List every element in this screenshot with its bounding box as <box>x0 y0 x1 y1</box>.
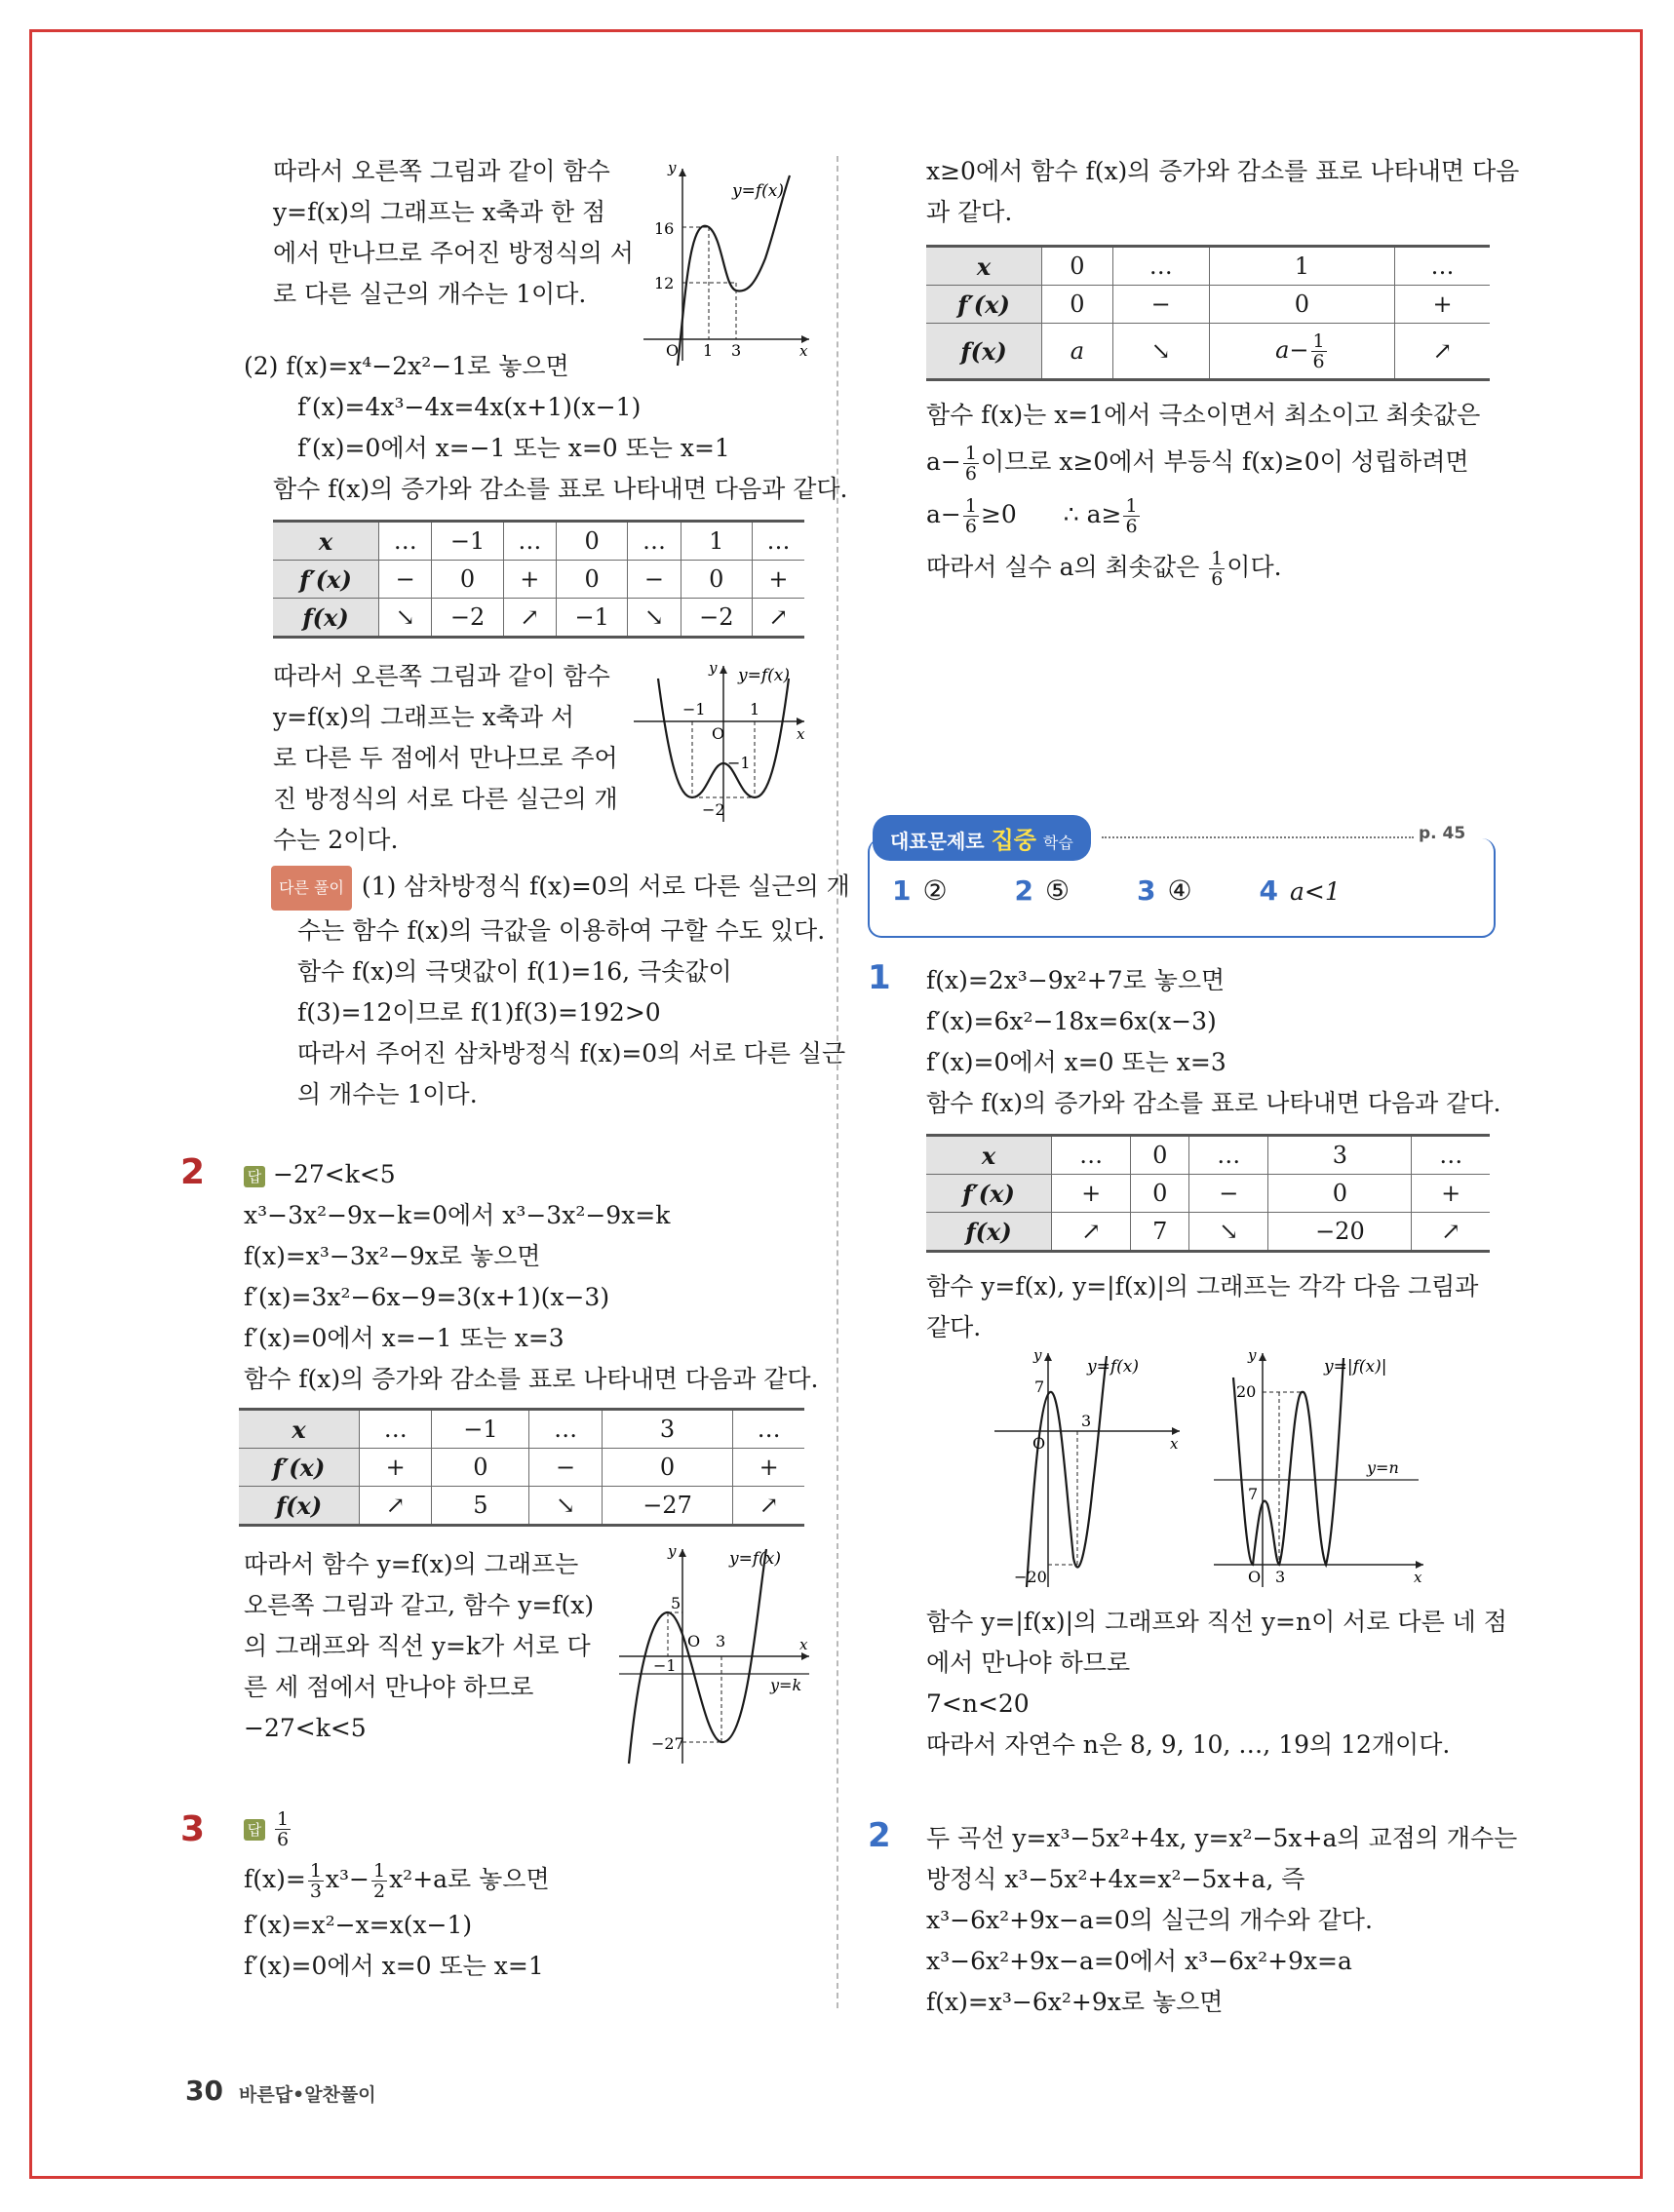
tick-label: 3 <box>1275 1568 1286 1586</box>
answer-list <box>892 874 1399 907</box>
table-cell: f(x) <box>926 1213 1052 1252</box>
answer-summary-title <box>873 815 1091 861</box>
graph-f <box>990 1348 1185 1592</box>
axis-label-y: y <box>668 161 677 176</box>
table-cell: + <box>752 561 804 599</box>
table-cell: 0 <box>1268 1175 1412 1213</box>
table-cell: + <box>1395 286 1490 324</box>
curve-label: y=|f(x)| <box>1324 1357 1387 1377</box>
graph-pair <box>868 1348 1492 1602</box>
answer-value: a<1 <box>1289 877 1341 906</box>
table-cell: x <box>926 1136 1052 1175</box>
tick-label: 5 <box>671 1594 681 1612</box>
fraction <box>308 1861 324 1901</box>
answer-number: 2 <box>1014 874 1033 907</box>
table-cell: −27 <box>602 1487 732 1526</box>
text-line: f(x)=x³−3x²−9x로 놓으면 <box>244 1242 541 1270</box>
text-line: 7<n<20 <box>926 1689 1030 1718</box>
text-line: f′(x)=0에서 x=−1 또는 x=0 또는 x=1 <box>297 434 730 462</box>
tick-label: 7 <box>1248 1485 1259 1503</box>
table-cell <box>1209 324 1394 380</box>
dotted-leader <box>1102 836 1414 838</box>
footer-title: 바른답•알찬풀이 <box>239 2084 376 2106</box>
text-line: −27<k<5 <box>244 1714 367 1742</box>
text-line: f′(x)=6x²−18x=6x(x−3) <box>926 1007 1217 1035</box>
axis-label-x: x <box>799 342 808 360</box>
text-line: 따라서 오른쪽 그림과 같이 함수 <box>273 157 610 185</box>
table-cell: 0 <box>1131 1175 1189 1213</box>
left-column <box>180 151 850 1987</box>
text-line: (1) 삼차방정식 f(x)=0의 서로 다른 실근의 개 <box>361 872 850 901</box>
table-cell: 3 <box>602 1410 732 1449</box>
graph-cubic-2 <box>614 1544 814 1768</box>
text-line: 의 그래프와 직선 y=k가 서로 다 <box>244 1632 591 1660</box>
table-cell: 0 <box>1042 286 1113 324</box>
table-cell: −20 <box>1268 1213 1412 1252</box>
text-line: 함수 f(x)는 x=1에서 극소이면서 최소이고 최솟값은 <box>926 401 1481 429</box>
increase-decrease-table-4 <box>926 1134 1490 1253</box>
text-part: x²+a로 놓으면 <box>389 1865 550 1893</box>
alt-solution-badge: 다른 풀이 <box>271 866 352 911</box>
text-line: 따라서 함수 y=f(x)의 그래프는 <box>244 1550 579 1578</box>
table-cell: f′(x) <box>239 1449 360 1487</box>
table-cell: … <box>733 1410 804 1449</box>
tick-label: −27 <box>651 1734 684 1753</box>
tick-label: −1 <box>653 1656 677 1675</box>
table-cell: 1 <box>1209 247 1394 286</box>
table-cell: f(x) <box>926 324 1042 380</box>
text-line: 수는 함수 f(x)의 극값을 이용하여 구할 수도 있다. <box>297 916 826 945</box>
answer-value: ② <box>922 874 948 907</box>
tick-label: 1 <box>750 700 760 718</box>
increase-decrease-table-3 <box>926 245 1490 381</box>
formula-line <box>868 488 1492 541</box>
text-line: f(x)=x³−6x²+9x로 놓으면 <box>926 1988 1224 2016</box>
increase-decrease-table-2 <box>239 1408 804 1527</box>
table-cell: − <box>1112 286 1209 324</box>
table-cell: + <box>360 1449 432 1487</box>
numerator: 1 <box>1125 495 1138 517</box>
numerator: 1 <box>1312 330 1325 352</box>
graph-abs-f <box>1209 1348 1428 1592</box>
table-cell: 0 <box>681 561 752 599</box>
text-line: (2) f(x)=x⁴−2x²−1로 놓으면 <box>244 352 569 380</box>
curve-label: y=f(x) <box>1087 1357 1139 1377</box>
table-cell: … <box>360 1410 432 1449</box>
table-cell: 1 <box>681 522 752 561</box>
question-2 <box>180 1152 819 1764</box>
table-cell: + <box>503 561 556 599</box>
tick-label: −2 <box>702 800 725 819</box>
text-line: 른 세 점에서 만나야 하므로 <box>244 1673 534 1701</box>
text-line: 따라서 주어진 삼차방정식 f(x)=0의 서로 다른 실근 <box>297 1039 846 1067</box>
text-line: f′(x)=x²−x=x(x−1) <box>244 1911 473 1939</box>
text-line: x³−3x²−9x−k=0에서 x³−3x²−9x=k <box>244 1201 671 1229</box>
text-part: 이므로 x≥0에서 부등식 f(x)≥0이 성립하려면 <box>980 447 1469 476</box>
table-cell: x <box>273 522 379 561</box>
tick-label: 7 <box>1034 1378 1045 1396</box>
table-cell: ↘ <box>628 599 681 638</box>
curve-label: y=f(x) <box>732 181 784 201</box>
text-line: 함수 y=f(x), y=|f(x)|의 그래프는 각각 다음 그림과 <box>926 1272 1479 1300</box>
axis-label-x: x <box>1170 1435 1179 1453</box>
text-part: ∴ a≥ <box>1063 500 1122 528</box>
numerator: 1 <box>1211 548 1224 569</box>
table-cell: … <box>529 1410 602 1449</box>
numerator: 1 <box>372 1860 386 1882</box>
tick-label: 20 <box>1236 1382 1257 1401</box>
answer-item <box>1015 874 1071 907</box>
table-cell: + <box>733 1449 804 1487</box>
table-cell: a <box>1042 324 1113 380</box>
text-line: f(x)=2x³−9x²+7로 놓으면 <box>926 966 1226 994</box>
tick-label: −1 <box>727 754 751 772</box>
denominator: 6 <box>964 463 977 485</box>
answer-item <box>1137 874 1192 907</box>
formula-line <box>868 436 1492 488</box>
table-cell: 0 <box>1131 1136 1189 1175</box>
table-cell: ↗ <box>733 1487 804 1526</box>
question-2-conclusion <box>239 1544 814 1764</box>
table-cell: f′(x) <box>273 561 379 599</box>
denominator: 6 <box>1312 350 1325 372</box>
text-line: 함수 f(x)의 증가와 감소를 표로 나타내면 다음과 같다. <box>244 1365 819 1393</box>
axis-label-x: x <box>799 1636 808 1653</box>
column-divider <box>837 156 838 2008</box>
table-cell: ↗ <box>752 599 804 638</box>
answer-value: ⑤ <box>1044 874 1071 907</box>
tick-label: 1 <box>703 341 714 360</box>
axis-label-y: y <box>709 661 718 677</box>
denominator: 3 <box>309 1881 322 1902</box>
answer-number: 3 <box>1137 874 1156 907</box>
table-cell: … <box>1412 1136 1490 1175</box>
denominator: 6 <box>964 516 977 537</box>
text-part: ≥0 <box>980 500 1017 528</box>
alternative-solution <box>239 866 850 1115</box>
formula-line <box>868 541 1492 594</box>
text-line: 함수 f(x)의 증가와 감소를 표로 나타내면 다음과 같다. <box>273 475 848 503</box>
table-cell: … <box>752 522 804 561</box>
answer-value: ④ <box>1167 874 1192 907</box>
table-cell: f(x) <box>273 599 379 638</box>
line-label: y=k <box>770 1676 802 1694</box>
tick-label: 3 <box>731 341 742 360</box>
graph-cubic-1 <box>639 161 814 370</box>
text-part: x³− <box>325 1865 370 1893</box>
text-line: y=f(x)의 그래프는 x축과 서 <box>273 703 575 731</box>
table-cell: 0 <box>1209 286 1394 324</box>
text-line: 함수 f(x)의 극댓값이 f(1)=16, 극솟값이 <box>297 957 732 986</box>
table-cell: x <box>926 247 1042 286</box>
problem-1 <box>868 958 1507 1766</box>
table-cell: 0 <box>557 561 628 599</box>
fraction <box>1123 496 1139 536</box>
fraction <box>963 444 979 484</box>
page-number: 30 <box>185 2075 223 2107</box>
curve-label: y=f(x) <box>729 1549 781 1569</box>
table-cell: 7 <box>1131 1213 1189 1252</box>
table-cell: − <box>628 561 681 599</box>
table-cell: 0 <box>432 561 503 599</box>
right-column <box>868 151 1520 594</box>
table-cell: 0 <box>602 1449 732 1487</box>
origin-label: O <box>687 1632 701 1650</box>
text-line: f(3)=12이므로 f(1)f(3)=192>0 <box>297 998 661 1027</box>
line-label: y=n <box>1367 1458 1399 1477</box>
question-number: 3 <box>180 1809 206 1849</box>
text-line: 로 다른 두 점에서 만나므로 주어 <box>273 744 618 772</box>
text-line: 에서 만나야 하므로 <box>926 1649 1131 1677</box>
text-line: y=f(x)의 그래프는 x축과 한 점 <box>273 198 606 226</box>
tick-label: −1 <box>682 700 706 718</box>
table-cell: f(x) <box>239 1487 360 1526</box>
table-cell: … <box>379 522 432 561</box>
text-line: 의 개수는 1이다. <box>297 1080 478 1108</box>
text-part: a− <box>926 447 961 476</box>
numerator: 1 <box>309 1860 322 1882</box>
text-line: 따라서 오른쪽 그림과 같이 함수 <box>273 662 610 690</box>
numerator: 1 <box>964 443 977 464</box>
tick-label: 16 <box>654 219 675 238</box>
text-line: 방정식 x³−5x²+4x=x²−5x+a, 즉 <box>926 1865 1305 1893</box>
tick-label: 12 <box>654 274 675 292</box>
problem-number: 2 <box>868 1816 891 1855</box>
graph-quartic <box>629 661 814 827</box>
denominator: 6 <box>277 1829 290 1850</box>
solution-1-part2-conclusion <box>239 656 814 866</box>
table-cell: − <box>1189 1175 1268 1213</box>
table-cell: 0 <box>1042 247 1113 286</box>
table-cell: ↘ <box>529 1487 602 1526</box>
answer-item <box>1260 874 1341 907</box>
origin-label: O <box>666 341 680 360</box>
page-reference: p. 45 <box>1419 824 1466 843</box>
table-cell: −2 <box>681 599 752 638</box>
table-cell: 0 <box>557 522 628 561</box>
increase-decrease-table-1 <box>273 520 804 639</box>
axis-label-x: x <box>1414 1569 1422 1586</box>
table-cell: … <box>1112 247 1209 286</box>
table-cell: … <box>1052 1136 1131 1175</box>
text-line: 수는 2이다. <box>273 826 399 854</box>
text-line: f′(x)=0에서 x=−1 또는 x=3 <box>244 1324 564 1352</box>
curve-label: y=f(x) <box>738 666 790 685</box>
title-highlight: 집중 <box>991 827 1036 854</box>
denominator: 2 <box>372 1881 386 1902</box>
text-part: 따라서 실수 a의 최솟값은 <box>926 553 1208 581</box>
table-cell: … <box>1189 1136 1268 1175</box>
title-part: 대표문제로 <box>890 830 985 853</box>
fraction <box>371 1861 387 1901</box>
answer-number: 4 <box>1259 874 1278 907</box>
table-cell: ↗ <box>503 599 556 638</box>
table-cell: ↘ <box>1112 324 1209 380</box>
text-line: 에서 만나므로 주어진 방정식의 서 <box>273 239 634 267</box>
text-line: 함수 f(x)의 증가와 감소를 표로 나타내면 다음과 같다. <box>926 1089 1501 1117</box>
table-cell: 5 <box>432 1487 529 1526</box>
text-line: 함수 y=|f(x)|의 그래프와 직선 y=n이 서로 다른 네 점 <box>926 1608 1507 1636</box>
origin-label: O <box>1248 1568 1262 1586</box>
origin-label: O <box>1032 1434 1046 1453</box>
text-line: 과 같다. <box>926 198 1013 226</box>
text-line: x≥0에서 함수 f(x)의 증가와 감소를 표로 나타내면 다음 <box>926 157 1520 185</box>
tick-label: 3 <box>716 1632 726 1650</box>
table-cell: − <box>379 561 432 599</box>
title-part: 학습 <box>1042 834 1073 852</box>
table-cell: −1 <box>432 1410 529 1449</box>
table-cell: ↗ <box>1395 324 1490 380</box>
problem-number: 1 <box>868 958 891 997</box>
text-part: f(x)= <box>244 1865 306 1893</box>
tick-label: −20 <box>1014 1568 1047 1586</box>
denominator: 6 <box>1125 516 1138 537</box>
text-part: 이다. <box>1226 553 1282 581</box>
answer-badge: 답 <box>244 1819 265 1841</box>
text-line: 오른쪽 그림과 같고, 함수 y=f(x) <box>244 1591 595 1619</box>
formula-line <box>239 1854 814 1905</box>
table-cell: … <box>628 522 681 561</box>
text-line: x³−6x²+9x−a=0에서 x³−6x²+9x=a <box>926 1947 1352 1975</box>
table-cell: ↘ <box>1189 1213 1268 1252</box>
table-cell: ↗ <box>1412 1213 1490 1252</box>
text-part: a− <box>1275 335 1309 364</box>
axis-label-y: y <box>668 1544 677 1560</box>
table-cell: + <box>1412 1175 1490 1213</box>
table-cell: f′(x) <box>926 1175 1052 1213</box>
fraction <box>1209 549 1225 589</box>
answer-badge: 답 <box>244 1166 265 1187</box>
table-cell: f′(x) <box>926 286 1042 324</box>
table-cell: x <box>239 1410 360 1449</box>
problem-2 <box>868 1816 1518 2023</box>
answer-value: −27<k<5 <box>273 1160 396 1188</box>
text-line: f′(x)=3x²−6x−9=3(x+1)(x−3) <box>244 1283 610 1311</box>
text-part: a− <box>926 500 961 528</box>
origin-label: O <box>712 724 725 743</box>
text-line: x³−6x²+9x−a=0의 실근의 개수와 같다. <box>926 1906 1373 1934</box>
answer-fraction <box>275 1809 291 1849</box>
text-line: 진 방정식의 서로 다른 실근의 개 <box>273 785 618 813</box>
tick-label: 3 <box>1081 1412 1092 1430</box>
denominator: 6 <box>1211 568 1224 590</box>
table-cell: … <box>1395 247 1490 286</box>
solution-1-part2 <box>239 346 848 510</box>
text-line: 같다. <box>926 1313 982 1341</box>
table-cell: ↗ <box>360 1487 432 1526</box>
text-line: 로 다른 실근의 개수는 1이다. <box>273 280 587 308</box>
numerator: 1 <box>277 1808 290 1830</box>
text-line: 따라서 자연수 n은 8, 9, 10, …, 19의 12개이다. <box>926 1730 1451 1759</box>
table-cell: −2 <box>432 599 503 638</box>
text-line: f′(x)=0에서 x=0 또는 x=1 <box>244 1952 544 1980</box>
table-cell: −1 <box>432 522 503 561</box>
table-cell: ↘ <box>379 599 432 638</box>
table-cell: ↗ <box>1052 1213 1131 1252</box>
axis-label-y: y <box>1033 1348 1042 1364</box>
fraction <box>963 496 979 536</box>
table-cell: 3 <box>1268 1136 1412 1175</box>
text-line: f′(x)=4x³−4x=4x(x+1)(x−1) <box>297 393 642 421</box>
fraction <box>1311 331 1327 371</box>
solution-1-conclusion <box>239 151 814 360</box>
question-3 <box>180 1807 814 1987</box>
answer-number: 1 <box>892 874 912 907</box>
table-cell: … <box>503 522 556 561</box>
text-line: f′(x)=0에서 x=0 또는 x=3 <box>926 1048 1226 1076</box>
answer-item <box>892 874 948 907</box>
table-cell: − <box>529 1449 602 1487</box>
text-line: 두 곡선 y=x³−5x²+4x, y=x²−5x+a의 교점의 개수는 <box>926 1824 1518 1852</box>
axis-label-y: y <box>1248 1348 1257 1364</box>
numerator: 1 <box>964 495 977 517</box>
table-cell: −1 <box>557 599 628 638</box>
table-cell: 0 <box>432 1449 529 1487</box>
question-number: 2 <box>180 1152 206 1192</box>
axis-label-x: x <box>797 725 805 743</box>
table-cell: + <box>1052 1175 1131 1213</box>
